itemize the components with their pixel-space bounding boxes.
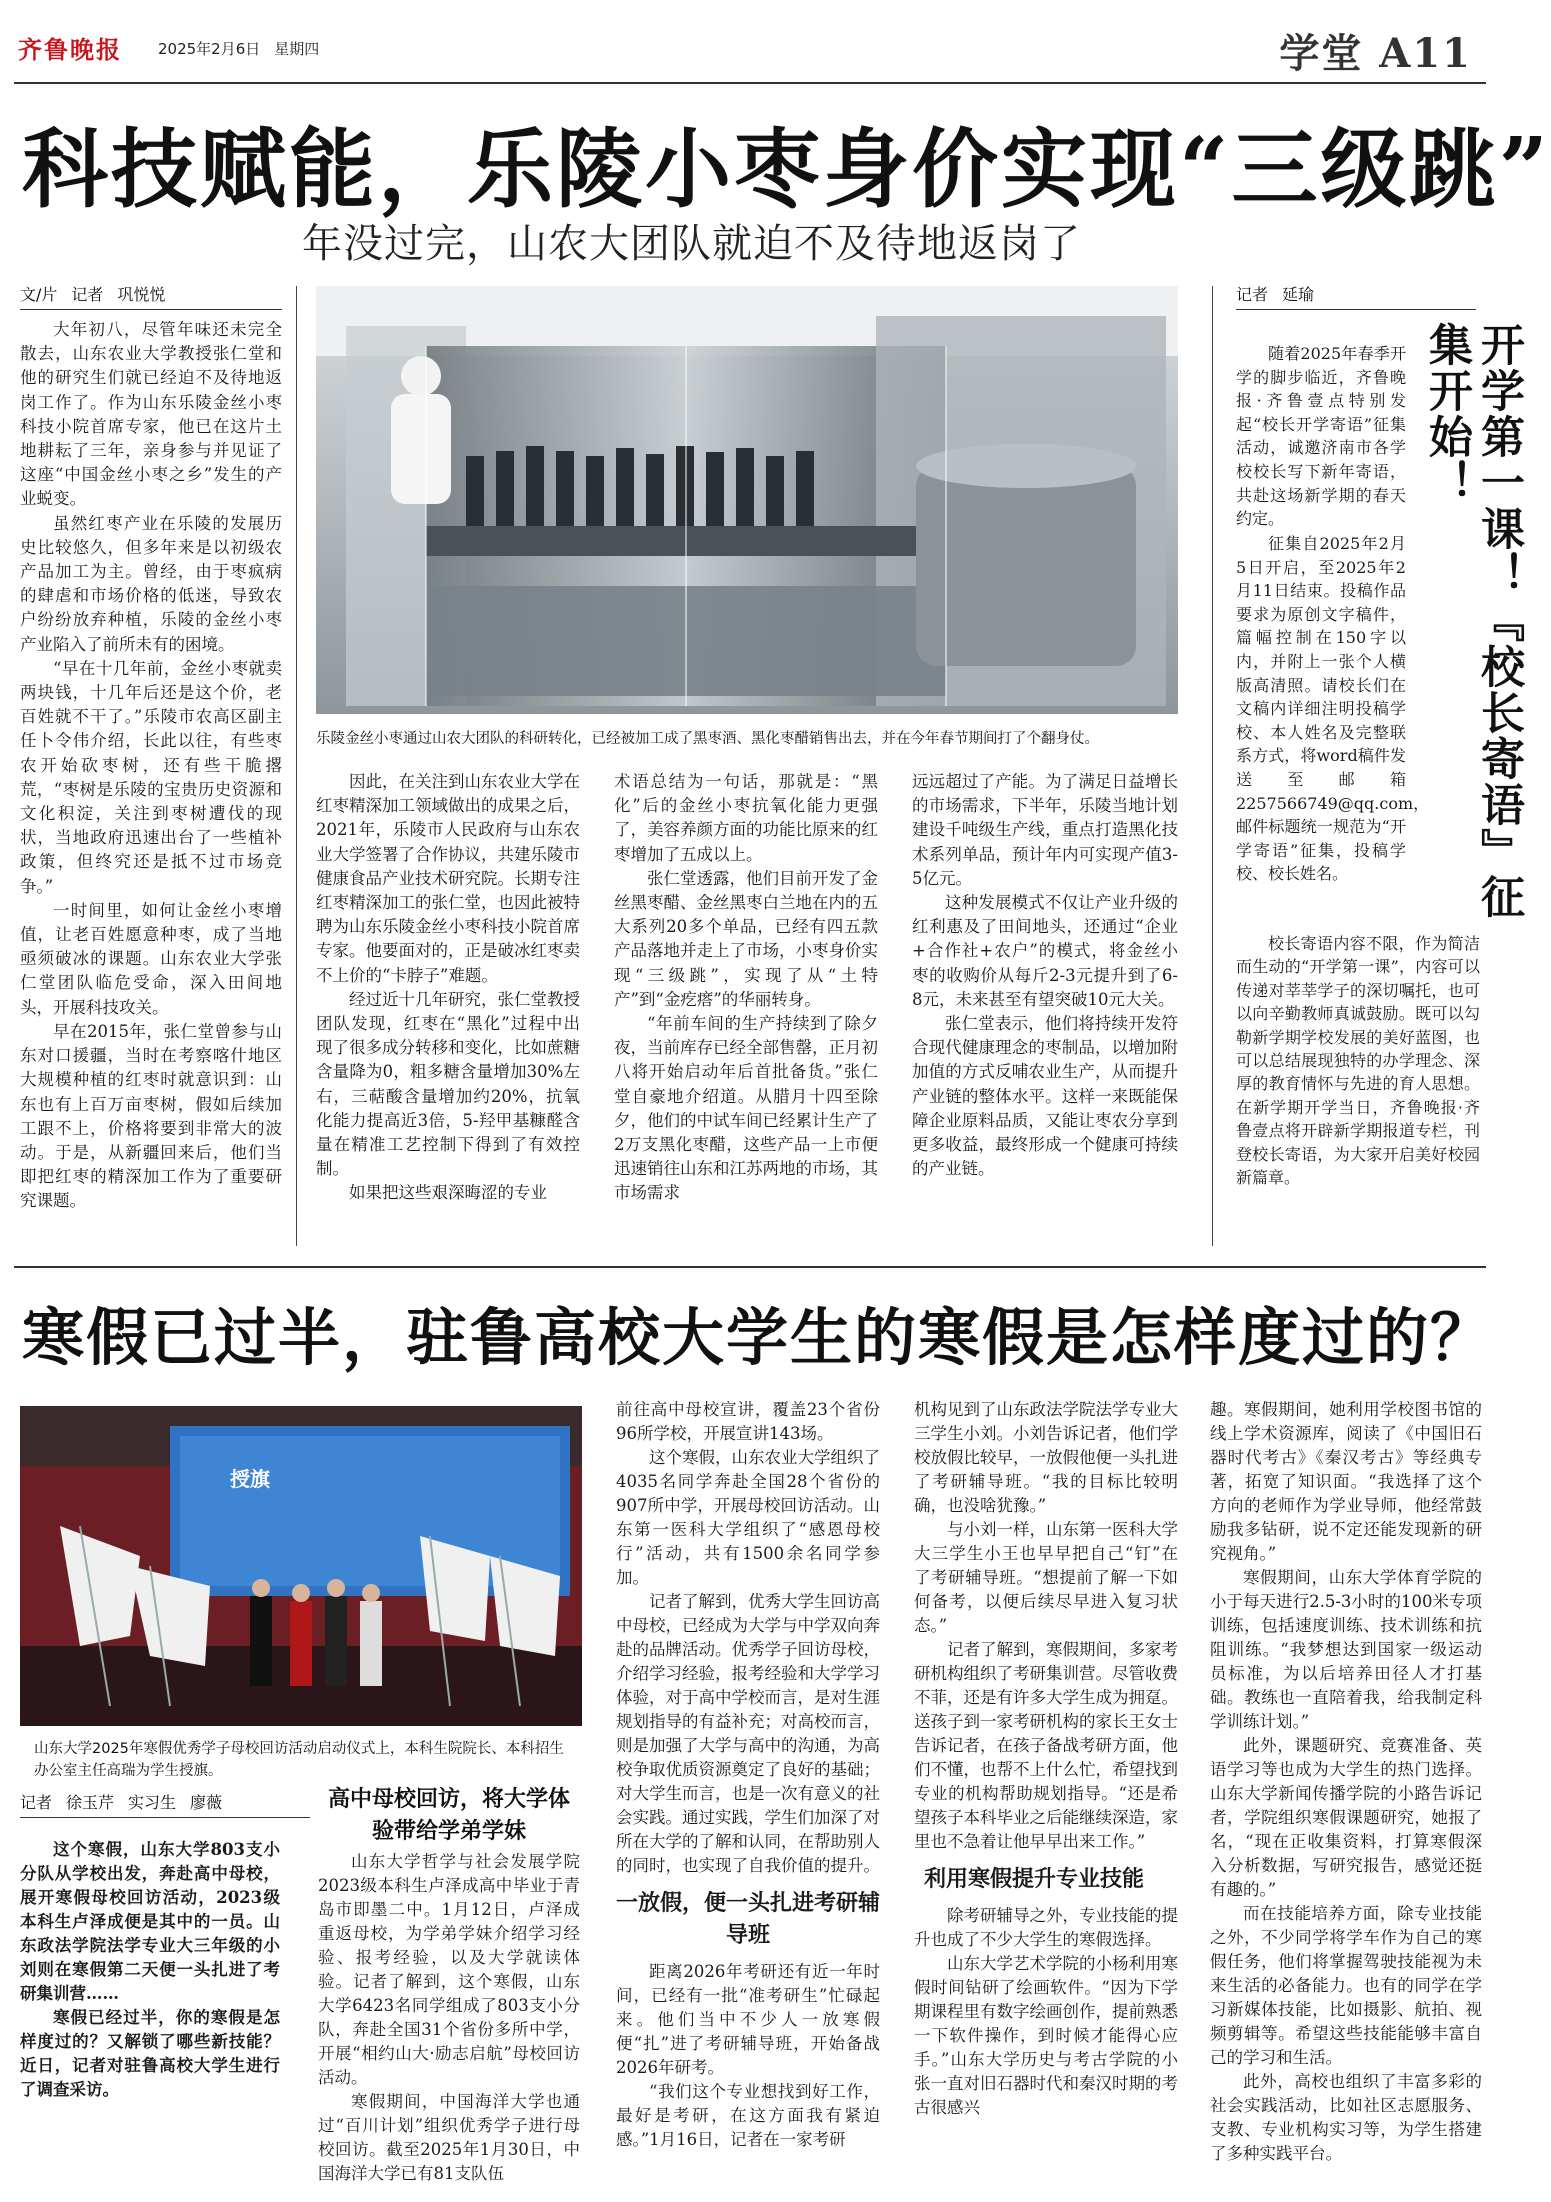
paragraph: 经过近十几年研究，张仁堂教授团队发现，红枣在“黑化”过程中出现了很多成分转移和变化，比如蔗糖含量降为0，粗多糖含量增加30%左右，三萜酸含量增加约20%，抗氧化能力提高近3倍，5-羟甲基糠醛含量在精准工艺控制下得到了有效控制。: [316, 989, 580, 1179]
paragraph: “年前车间的生产持续到了除夕夜，当前库存已经全部售罄，正月初八将开始启动年后首批备货。”张仁堂自豪地介绍道。从腊月十四至除夕，他们的中试车间已经累计生产了2万支黑化枣醋，这些产品一上市便迅速销往山东和江苏两地的市场，其市场需求: [614, 1014, 878, 1203]
paragraph: 除考研辅导之外，专业技能的提升也成了不少大学生的寒假选择。: [914, 1906, 1178, 1949]
paragraph: 早在2015年，张仁堂曾参与山东对口援疆，当时在考察喀什地区大规模种植的红枣时就意识到：山东也有上百万亩枣树，假如后续加工跟不上，价格将要到非常大的波动。于是，从新疆回来后，他们当即把红枣的精深加工作为了重要研究课题。: [20, 1021, 282, 1211]
article2-headline: 寒假已过半，驻鲁高校大学生的寒假是怎样度过的？: [22, 1301, 1495, 1374]
column-divider: [296, 286, 297, 1246]
article-divider: [14, 1266, 1486, 1268]
paragraph: 距离2026年考研还有近一年时间，已经有一批“准考研生”忙碌起来。他们当中不少人一放寒假便“扎”进了考研辅导班，开始备战2026年研考。: [616, 1962, 880, 2077]
paragraph: 随着2025年春季开学的脚步临近，齐鲁晚报·齐鲁壹点特别发起“校长开学寄语”征集活动，诚邀济南市各学校校长写下新年寄语，共赴这场新学期的春天约定。: [1236, 344, 1406, 529]
paragraph: 校长寄语内容不限，作为简洁而生动的“开学第一课”，内容可以传递对莘莘学子的深切嘱托，也可以向辛勤教师真诚鼓励。既可以勾勒新学期学校发展的美好蓝图，也可以总结展现独特的办学理念、深厚的教育情怀与先进的育人思想。在新学期开学当日，齐鲁晚报·齐鲁壹点将开辟新学期报道专栏，刊登校长寄语，为大家开启美好校园新篇章。: [1236, 934, 1480, 1188]
date-text: 2025年2月6日: [158, 40, 261, 58]
paragraph: 张仁堂表示，他们将持续开发符合现代健康理念的枣制品，以增加附加值的方式反哺农业生产，从而提升产业链的整体水平。这样一来既能保障企业原料品质，又能让枣农分享到更多收益，最终形成一个健康可持续的产业链。: [912, 1014, 1178, 1179]
column-divider: [1212, 286, 1213, 1246]
sidebar-vertical-title: 开学第一课！『校长寄语』征集开始！: [1421, 322, 1524, 920]
article2-lead: [20, 1838, 280, 2102]
article2-photo-caption: 山东大学2025年寒假优秀学子母校回访活动启动仪式上，本科生院院长、本科招生办公室主任高瑞为学生授旗。: [34, 1741, 564, 1779]
paragraph: 山东大学哲学与社会发展学院2023级本科生卢泽成高中毕业于青岛市即墨二中。1月12日，卢泽成重返母校，为学弟学妹介绍学习经验、报考经验，以及大学就读体验。记者了解到，这个寒假，山东大学6423名同学组成了803支小分队，奔赴全国31个省份多所中学，开展“相约山大·励志启航”母校回访活动。: [318, 1852, 580, 2087]
byline-intern: 廖薇: [190, 1793, 223, 1812]
photo-banner-text: 授旗: [230, 1467, 270, 1491]
paragraph: 此外，课题研究、竞赛准备、英语学习等也成为大学生的热门选择。山东大学新闻传播学院的小路告诉记者，学院组织寒假课题研究，她报了名，“现在正收集资料，打算寒假深入分析数据，写研究报告，感觉还挺有趣的。”: [1210, 1736, 1482, 1899]
paragraph: 机构见到了山东政法学院法学专业大三学生小刘。小刘告诉记者，他们学校放假比较早，一放假他便一头扎进了考研辅导班。“我的目标比较明确，也没啥犹豫。”: [914, 1400, 1178, 1515]
paragraph: 记者了解到，寒假期间，多家考研机构组织了考研集训营。尽管收费不菲，还是有许多大学生成为拥趸。送孩子到一家考研机构的家长王女士告诉记者，在孩子备战考研方面，他们不懂，也帮不上什么忙，希望找到专业的机构帮助规划指导。“还是希望孩子本科毕业之后能继续深造，家里也不急着让他早早出来工作。”: [914, 1640, 1178, 1851]
sidebar-column-mid: [1236, 532, 1430, 886]
section-label: 学堂 A11: [1279, 30, 1472, 77]
article2-subhead-2: 一放假，便一头扎进考研辅导班: [616, 1891, 881, 1948]
article2-byline: [20, 1790, 310, 1818]
byline-intern-label: 实习生: [128, 1793, 177, 1812]
issue-date: [158, 38, 333, 59]
article2-column-3: [616, 1398, 880, 2152]
lead-paragraph: 寒假已经过半，你的寒假是怎样度过的？又解锁了哪些新技能？近日，记者对驻鲁高校大学生进行了调查采访。: [20, 2008, 280, 2099]
masthead-logo: 齐鲁晚报: [18, 35, 122, 64]
paragraph: 术语总结为一句话，那就是：“黑化”后的金丝小枣抗氧化能力更强了，美容养颜方面的功能比原来的红枣增加了五成以上。: [614, 772, 878, 864]
lead-paragraph: 这个寒假，山东大学803支小分队从学校出发，奔赴高中母校，展开寒假母校回访活动，2023级本科生卢泽成便是其中的一员。山东政法学院法学专业大三年级的小刘则在寒假第二天便一头扎进了考研集训营……: [20, 1840, 280, 2003]
paragraph: 如果把这些艰深晦涩的专业: [349, 1183, 547, 1203]
article1-column-2: [316, 770, 580, 1206]
article1-headline: 科技赋能，乐陵小枣身价实现“三级跳”: [22, 119, 1551, 220]
paragraph: 一时间里，如何让金丝小枣增值，让老百姓愿意种枣，成了当地亟须破冰的课题。山东农业大学张仁堂团队临危受命，深入田间地头，开展科技攻关。: [20, 900, 282, 1017]
paragraph: 而在技能培养方面，除专业技能之外，不少同学将学车作为自己的寒假任务，他们将掌握驾驶技能视为未来生活的必备能力。也有的同学在学习新媒体技能，比如摄影、航拍、视频剪辑等。希望这些技能能够丰富自己的学习和生活。: [1210, 1904, 1482, 2067]
sidebar-column-bottom: [1236, 932, 1480, 1189]
paragraph: 大年初八，尽管年味还未完全散去，山东农业大学教授张仁堂和他的研究生们就已经迫不及待地返岗工作了。作为山东乐陵金丝小枣科技小院首席专家，他已在这片土地耕耘了三年，亲身参与并见证了这座“中国金丝小枣之乡”发生的产业蜕变。: [20, 320, 282, 509]
weekday-text: 星期四: [274, 40, 320, 58]
paragraph: “我们这个专业想找到好工作，最好是考研，在这方面我有紧迫感。”1月16日，记者在一家考研: [616, 2082, 880, 2149]
paragraph: 虽然红枣产业在乐陵的发展历史比较悠久，但多年来是以初级农产品加工为主。曾经，由于枣疯病的肆虐和市场价格的低迷，导致农户纷纷放弃种植，乐陵的金丝小枣产业陷入了前所未有的困境。: [20, 513, 282, 654]
paragraph: “早在十几年前，金丝小枣就卖两块钱，十几年后还是这个价，老百姓就不干了。”乐陵市农高区副主任卜令伟介绍，长此以往，有些枣农开始砍枣树，还有些干脆撂荒，“枣树是乐陵的宝贵历史资源和文化积淀，关注到枣树遭伐的现状，当地政府迅速出台了一些植补政策，但终究还是抵不过市场竞争。”: [20, 658, 282, 896]
paragraph: 趣。寒假期间，她利用学校图书馆的线上学术资源库，阅读了《中国旧石器时代考古》《秦汉考古》等经典专著，拓宽了知识面。“我选择了这个方向的老师作为学业导师，他经常鼓励我多钻研，说不定还能发现新的研究视角。”: [1210, 1400, 1482, 1563]
article2-column-2: [318, 1850, 580, 2186]
flag-ceremony-image: [20, 1406, 582, 1726]
paragraph: 记者了解到，优秀大学生回访高中母校，已经成为大学与中学双向奔赴的品牌活动。优秀学子回访母校，介绍学习经验，报考经验和大学学习体验，对于高中学校而言，是对生涯规划指导的有益补充；对高校而言，则是加强了大学与高中的沟通，为高校争取优质资源奠定了良好的基础；对大学生而言，也是一次有意义的社会实践。通过实践，学生们加深了对所在大学的了解和认同，在帮助别人的同时，也实现了自我价值的提升。: [616, 1592, 880, 1875]
article1-column-4: [912, 770, 1178, 1181]
byline-label: 记者: [20, 1793, 53, 1812]
paragraph: 这个寒假，山东农业大学组织了4035名同学奔赴全国28个省份的907所中学，开展母校回访活动。山东第一医科大学组织了“感恩母校行”活动，共有1500余名同学参加。: [616, 1448, 880, 1587]
article1-photo-caption: 乐陵金丝小枣通过山农大团队的科研转化，已经被加工成了黑枣酒、黑化枣醋销售出去，并在今年春节期间打了个翻身仗。: [316, 731, 1099, 747]
sidebar-column-top: [1236, 342, 1406, 531]
paragraph: 张仁堂透露，他们目前开发了金丝黑枣醋、金丝黑枣白兰地在内的五大系列20多个单品，已经有四五款产品落地并走上了市场，小枣身价实现“三级跳”，实现了从“土特产”到“金疙瘩”的华丽转身。: [614, 868, 878, 1009]
paragraph: 远远超过了产能。为了满足日益增长的市场需求，下半年，乐陵当地计划建设千吨级生产线，重点打造黑化技术系列单品，预计年内可实现产值3-5亿元。: [912, 772, 1178, 888]
paragraph: 寒假期间，山东大学体育学院的小于每天进行2.5-3小时的100米专项训练，包括速度训练、技术训练和抗阻训练。“我梦想达到国家一级运动员标准，为以后培养田径人才打基础。教练也一直陪着我，给我制定科学训练计划。”: [1210, 1568, 1482, 1731]
article1-byline: [20, 282, 282, 310]
paragraph: 与小刘一样，山东第一医科大学大三学生小王也早早把自己“钉”在了考研辅导班。“想提前了解一下如何备考，以便后续尽早进入复习状态。”: [914, 1520, 1178, 1635]
paragraph: 寒假期间，中国海洋大学也通过“百川计划”组织优秀学子进行母校回访。截至2025年1月30日，中国海洋大学已有81支队伍: [318, 2092, 580, 2183]
paragraph: 因此，在关注到山东农业大学在红枣精深加工领域做出的成果之后，2021年，乐陵市人民政府与山东农业大学签署了合作协议，共建乐陵市健康食品产业技术研究院。长期专注红枣精深加工的张仁堂，也因此被特聘为山东乐陵金丝小枣科技小院首席专家。他要面对的，正是破冰红枣卖不上价的“卡脖子”难题。: [316, 772, 580, 985]
paragraph: 前往高中母校宣讲，覆盖23个省份96所学校，开展宣讲143场。: [616, 1400, 880, 1443]
header-rule: [14, 82, 1486, 84]
paragraph: 山东大学艺术学院的小杨利用寒假时间钻研了绘画软件。“因为下学期课程里有数字绘画创作，提前熟悉一下软件操作，到时候才能得心应手。”山东大学历史与考古学院的小张一直对旧石器时代和秦汉时期的考古很感兴: [914, 1954, 1178, 2117]
sidebar-byline: [1236, 282, 1476, 310]
article2-subhead-3: 利用寒假提升专业技能: [924, 1867, 1145, 1892]
byline-reporter: 巩悦悦: [117, 285, 166, 304]
byline-reporter: 徐玉芹: [66, 1793, 115, 1812]
article1-column-3: [614, 770, 878, 1206]
article2-column-4: [914, 1398, 1178, 2120]
article2-photo: [20, 1406, 582, 1726]
byline-reporter: 延瑜: [1282, 285, 1315, 304]
paragraph: 此外，高校也组织了丰富多彩的社会实践活动，比如社区志愿服务、支教、专业机构实习等，为学生搭建了多种实践平台。: [1210, 2072, 1482, 2163]
byline-label: 记者: [71, 285, 104, 304]
article1-column-1: [20, 318, 282, 1214]
article1-subheadline: 年没过完，山农大团队就迫不及待地返岗了: [302, 221, 1081, 267]
byline-label: 记者: [1236, 285, 1269, 304]
article2-subhead-1: 高中母校回访，将大学体验带给学弟学妹: [327, 1787, 570, 1844]
paragraph: 征集自2025年2月5日开启，至2025年2月11日结束。投稿作品要求为原创文字稿件，篇幅控制在150字以内，并附上一张个人横版高清照。请校长们在文稿内详细注明投稿学校、本人姓名及完整联系方式，将word稿件发送至邮箱2257566749@qq.com，邮件标题统一规范为“开学寄语”征集，投稿学校、校长姓名。: [1236, 534, 1430, 884]
article1-photo: [316, 286, 1178, 714]
article2-column-5: [1210, 1398, 1482, 2166]
paragraph: 这种发展模式不仅让产业升级的红利惠及了田间地头，还通过“企业+合作社+农户”的模式，将金丝小枣的收购价从每斤2-3元提升到了6-8元，未来甚至有望突破10元大关。: [912, 893, 1178, 1009]
byline-role: 文/片: [20, 285, 58, 304]
bottling-line-image: [316, 286, 1178, 714]
